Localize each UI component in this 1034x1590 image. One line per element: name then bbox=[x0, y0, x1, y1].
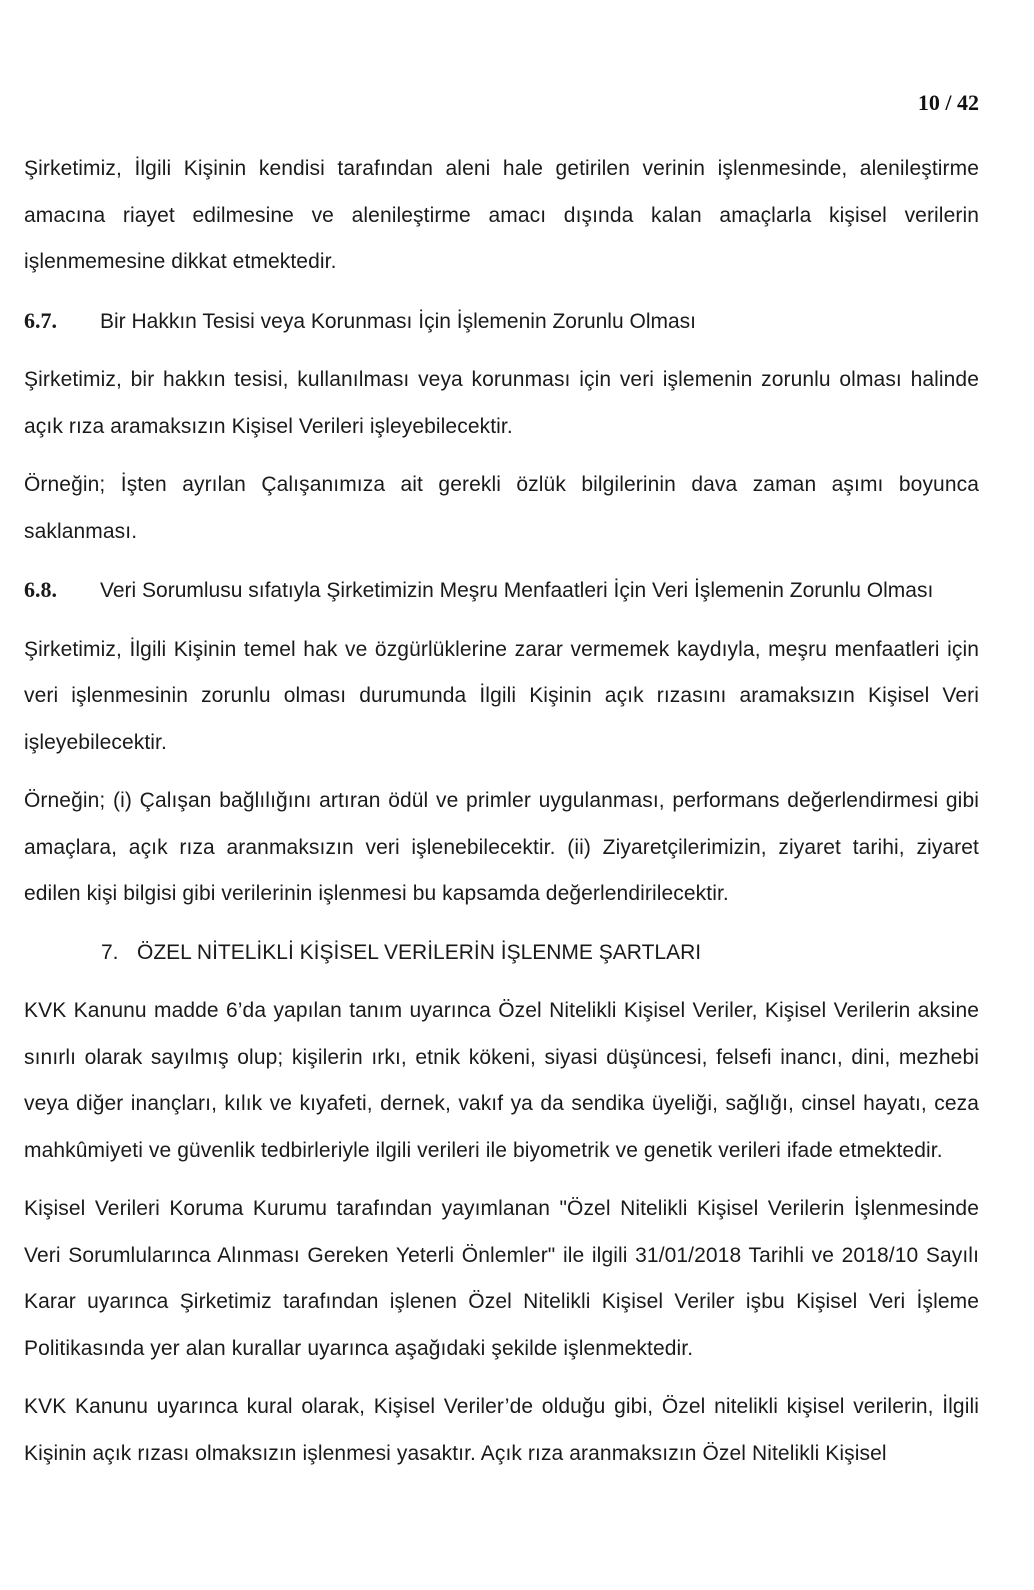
page-number: 10 / 42 bbox=[917, 90, 979, 115]
section-7-title: ÖZEL NİTELİKLİ KİŞİSEL VERİLERİN İŞLENME ŞARTLARI bbox=[137, 940, 702, 964]
paragraph-explicit-consent: KVK Kanunu uyarınca kural olarak, Kişisel Veriler’de olduğu gibi, Özel nitelikli kişisel verilerin, İlgili Kişinin açık rızası olmaksızın işlenmesi yasaktır. Açık rıza aranmaksızın Özel Nitelikli Kişisel bbox=[24, 1395, 979, 1465]
page-content bbox=[24, 146, 979, 1489]
heading-6-8 bbox=[24, 567, 979, 615]
paragraph-example-personnel: Örneğin; İşten ayrılan Çalışanımıza ait gerekli özlük bilgilerinin dava zaman aşımı boyunca saklanması. bbox=[24, 473, 979, 543]
heading-6-7-title: Bir Hakkın Tesisi veya Korunması İçin İşlemenin Zorunlu Olması bbox=[100, 309, 696, 333]
paragraph-public-data: Şirketimiz, İlgili Kişinin kendisi tarafından aleni hale getirilen verinin işlenmesinde, alenileştirme amacına riayet edilmesine ve alenileştirme amacı dışında kalan amaçlarla kişisel verilerin işlenmemesine dikkat etmektedir. bbox=[24, 157, 979, 273]
paragraph-right-establishment: Şirketimiz, bir hakkın tesisi, kullanılması veya korunması için veri işlemenin zorunlu olması halinde açık rıza aramaksızın Kişisel Verileri işleyebilecektir. bbox=[24, 368, 979, 438]
section-7-number: 7. bbox=[101, 940, 119, 964]
paragraph-example-rewards: Örneğin; (i) Çalışan bağlılığını artıran ödül ve primler uygulanması, performans değerlendirmesi gibi amaçlara, açık rıza aranmaksızın veri işlenebilecektir. (ii) Ziyaretçilerimizin, ziyaret tarihi, ziyaret edilen kişi bilgisi gibi verilerinin işlenmesi bu kapsamda değerlendirilecektir. bbox=[24, 789, 979, 905]
section-7-heading bbox=[24, 930, 979, 977]
heading-6-8-number: 6.8. bbox=[24, 577, 57, 602]
paragraph-board-decision: Kişisel Verileri Koruma Kurumu tarafından yayımlanan "Özel Nitelikli Kişisel Verilerin İşlenmesinde Veri Sorumlularınca Alınması Gereken Yeterli Önlemler" ile ilgili 31/01/2018 Tarihli ve 2018/10 Sayılı Karar uyarınca Şirketimiz tarafından işlenen Özel Nitelikli Kişisel Veriler işbu Kişisel Veri İşleme Politikasında yer alan kurallar uyarınca aşağıdaki şekilde işlenmektedir. bbox=[24, 1197, 979, 1360]
heading-6-8-title: Veri Sorumlusu sıfatıyla Şirketimizin Meşru Menfaatleri İçin Veri İşlemenin Zorunlu Olması bbox=[100, 579, 934, 602]
paragraph-legitimate-interest: Şirketimiz, İlgili Kişinin temel hak ve özgürlüklerine zarar vermemek kaydıyla, meşru menfaatleri için veri işlenmesinin zorunlu olması durumunda İlgili Kişinin açık rızasını aramaksızın Kişisel Veri işleyebilecektir. bbox=[24, 637, 979, 754]
heading-6-7 bbox=[24, 298, 979, 346]
paragraph-special-data-definition: KVK Kanunu madde 6’da yapılan tanım uyarınca Özel Nitelikli Kişisel Veriler, Kişisel Verilerin aksine sınırlı olarak sayılmış olup; kişilerin ırkı, etnik kökeni, siyasi düşüncesi, felsefi inancı, dini, mezhebi veya diğer inançları, kılık ve kıyafeti, dernek, vakıf ya da sendika üyeliği, sağlığı, cinsel hayatı, ceza mahkûmiyeti ve güvenlik tedbirleriyle ilgili verileri ile biyometrik ve genetik verileri ifade etmektedir. bbox=[24, 999, 979, 1162]
heading-6-7-number: 6.7. bbox=[24, 307, 57, 333]
